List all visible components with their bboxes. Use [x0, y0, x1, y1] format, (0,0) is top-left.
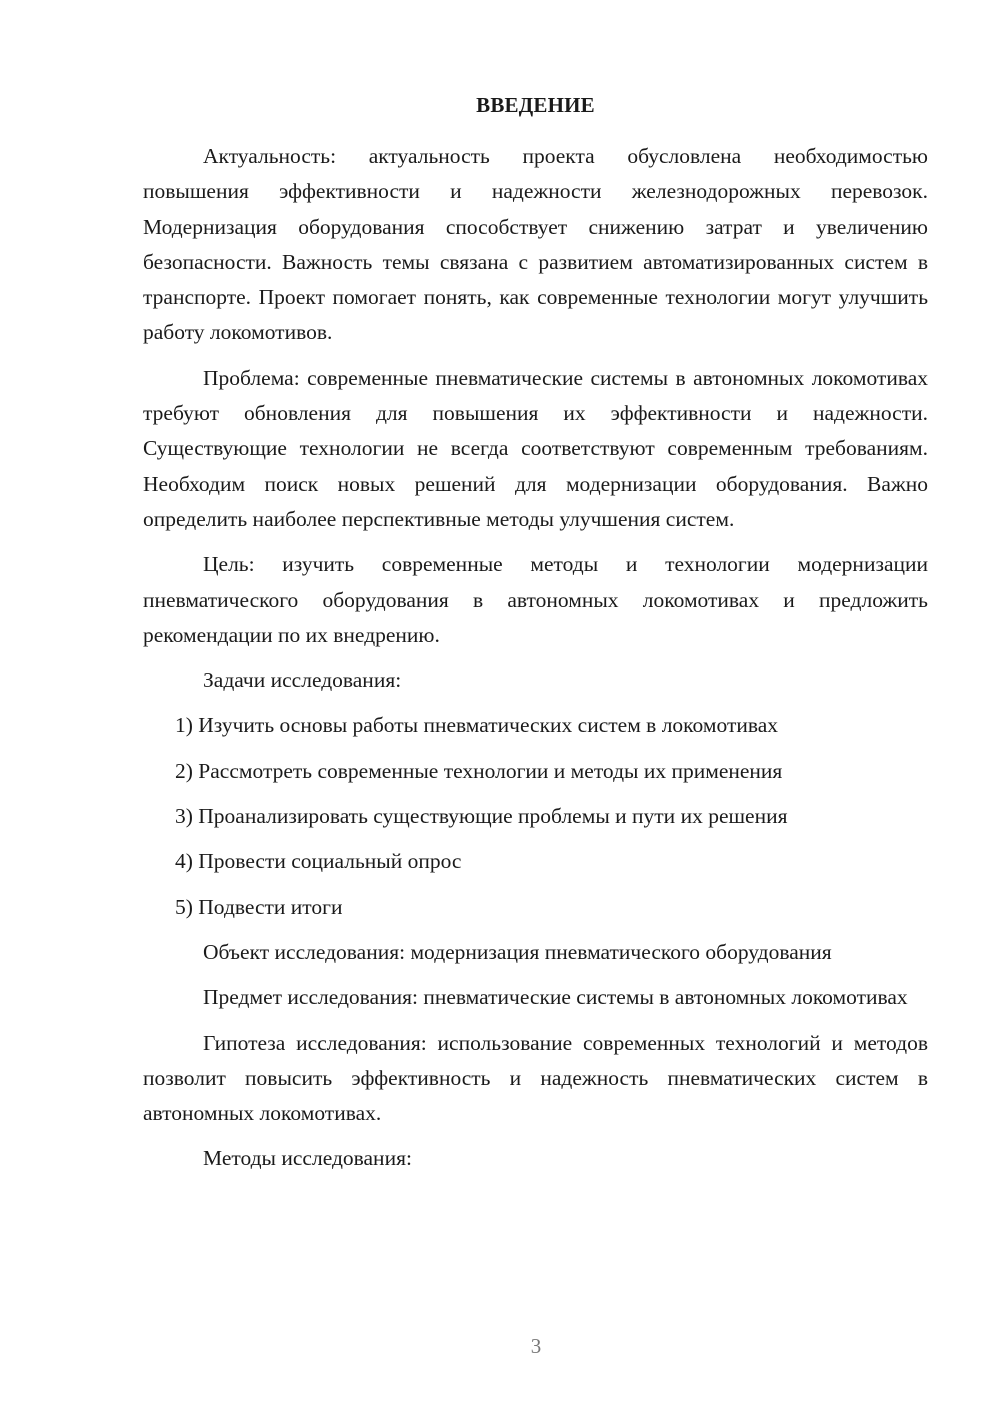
task-item: 2) Рассмотреть современные технологии и методы их применения: [175, 758, 783, 783]
tasks-list: [143, 708, 928, 924]
goal-paragraph: Цель: изучить современные методы и технологии модернизации пневматического оборудования в автономных локомотивах и предложить рекомендации по их внедрению.: [143, 552, 928, 647]
methods-heading: Методы исследования:: [203, 1146, 412, 1171]
page-number: 3: [530, 1334, 542, 1358]
tasks-heading: Задачи исследования:: [203, 668, 402, 693]
task-item: 3) Проанализировать существующие проблемы и пути их решения: [175, 804, 788, 829]
object-paragraph: Объект исследования: модернизация пневматического оборудования: [203, 939, 832, 964]
subject-paragraph: Предмет исследования: пневматические системы в автономных локомотивах: [203, 985, 908, 1010]
section-title: ВВЕДЕНИЕ: [476, 93, 595, 117]
task-item: 5) Подвести итоги: [175, 894, 343, 919]
relevance-paragraph: Актуальность: актуальность проекта обусловлена необходимостью повышения эффективности и надежности железнодорожных перевозок. Модернизация оборудования способствует снижению затрат и увеличению безопасности. Важность темы связана с развитием автоматизированных систем в транспорте. Проект помогает понять, как современные технологии могут улучшить работу локомотивов.: [143, 144, 928, 345]
hypothesis-paragraph: Гипотеза исследования: использование современных технологий и методов позволит повысить эффективность и надежность пневматических систем в автономных локомотивах.: [143, 1030, 928, 1126]
document-page: [143, 90, 928, 1187]
task-item: 4) Провести социальный опрос: [175, 849, 462, 874]
task-item: 1) Изучить основы работы пневматических систем в локомотивах: [175, 713, 779, 738]
problem-paragraph: Проблема: современные пневматические системы в автономных локомотивах требуют обновления для повышения их эффективности и надежности. Существующие технологии не всегда соответствуют современным требованиям. Необходим поиск новых решений для модернизации оборудования. Важно определить наиболее перспективные методы улучшения систем.: [143, 365, 928, 531]
